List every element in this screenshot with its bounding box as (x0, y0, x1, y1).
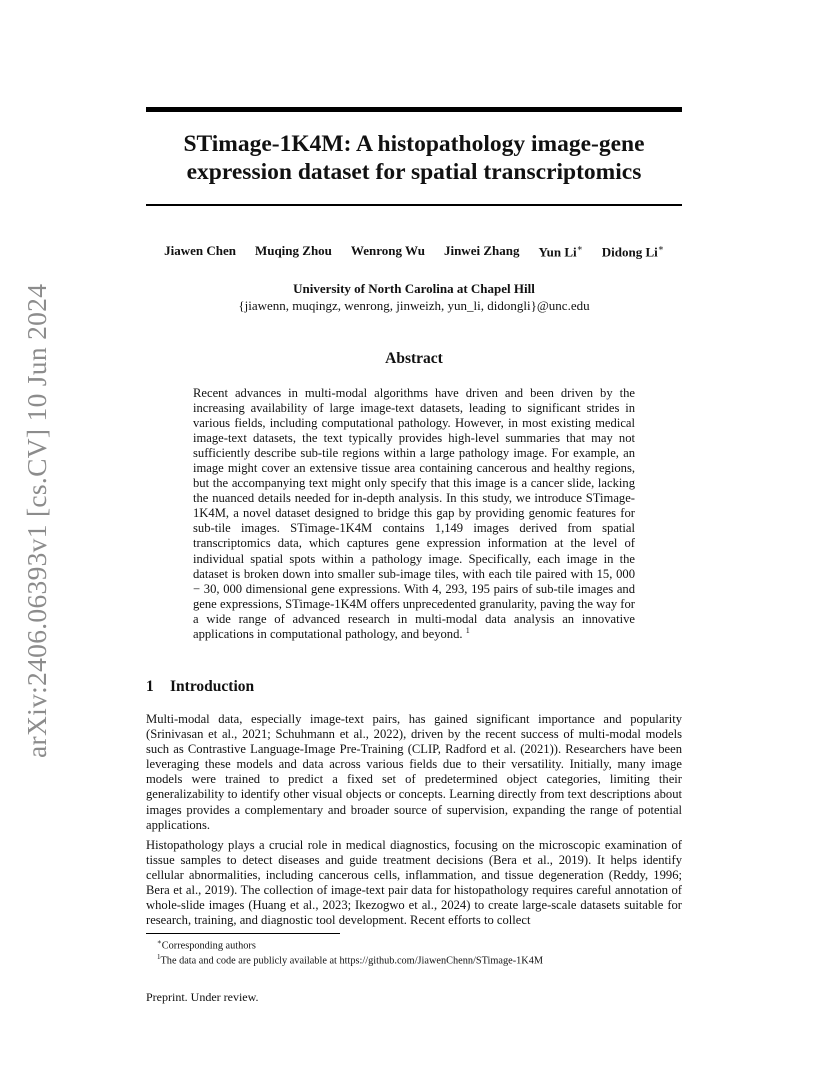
author (164, 243, 236, 260)
author-emails: {jiawenn, muqingz, wenrong, jinweizh, yun_li, didongli}@unc.edu (238, 298, 590, 313)
footnote-text: Corresponding authors (161, 940, 256, 952)
author-name: Jinwei Zhang (443, 243, 520, 258)
footnote-data-availability (157, 951, 543, 967)
section-number: 1 (146, 678, 154, 695)
title-bottom-rule (146, 204, 682, 206)
author (255, 243, 332, 260)
author (444, 243, 520, 260)
affiliation-block (146, 280, 682, 314)
abstract-body (193, 386, 635, 642)
title-line-2: expression dataset for spatial transcriptomics (186, 159, 642, 185)
footnote-marker: 1 (465, 625, 470, 635)
paper-title (146, 130, 682, 186)
author-name: Yun Li (538, 244, 577, 260)
author-name: Didong Li (601, 244, 658, 260)
footnote-mark: 1 (157, 953, 161, 961)
title-line-1: STimage-1K4M: A histopathology image-gene (183, 131, 645, 157)
footnote-mark: ∗ (157, 938, 162, 946)
author (602, 243, 664, 260)
footnote-corresponding (157, 936, 256, 952)
author (538, 243, 582, 260)
intro-paragraph-2: Histopathology plays a crucial role in medical diagnostics, focusing on the microscopic examination of tissue samples to detect diseases and guide treatment decisions (Bera et al., 2019). It helps identify cellular abnormalities, including cancerous cells, inflammation, and tissue degeneration (Reddy, 1996; Bera et al., 2019). The collection of image-text pair data for histopathology requires careful annotation of whole-slide images (Huang et al., 2023; Ikezogwo et al., 2024) to create large-scale datasets suitable for research, training, and diagnostic tool development. Recent efforts to collect (146, 838, 682, 928)
abstract-text: Recent advances in multi-modal algorithms have driven and been driven by the increasing availability of large image-text datasets, leading to significant strides in various fields, including computational pathology. However, in most existing medical image-text datasets, the text typically provides high-level summaries that may not sufficiently describe sub-tile regions within a large pathology image. For example, an image might cover an extensive tissue area containing cancerous and healthy regions, but the accompanying text might only specify that this image is a cancer slide, lacking the nuanced details needed for in-depth analysis. In this study, we introduce STimage-1K4M, a novel dataset designed to bridge this gap by providing genomic features for sub-tile images. STimage-1K4M contains 1,149 images derived from spatial transcriptomics data, which captures gene expression information at the level of individual spatial spots within a pathology image. Specifically, each image in the dataset is broken down into smaller sub-image tiles, with each tile paired with 15, 000 − 30, 000 dimensional gene expressions. With 4, 293, 195 pairs of sub-tile images and gene expressions, STimage-1K4M offers unprecedented granularity, paving the way for a wide range of advanced research in multi-modal data analysis an innovative applications in computational pathology, and beyond. (193, 386, 635, 641)
author (351, 243, 425, 260)
author-list (146, 243, 682, 260)
intro-paragraph-1: Multi-modal data, especially image-text pairs, has gained significant importance and popularity (Srinivasan et al., 2021; Schuhmann et al., 2022), driven by the recent success of multi-modal models such as Contrastive Language-Image Pre-Training (CLIP, Radford et al. (2021)). Researchers have been leveraging these models and data across various fields due to their versatility. Initially, many image models were trained to predict a fixed set of predetermined object categories, limiting their generalizability to identify other visual objects or concepts. Learning directly from text descriptions about images provides a complementary and broader source of supervision, expanding the range of potential applications. (146, 712, 682, 832)
footnote-rule (146, 933, 340, 934)
author-name: Wenrong Wu (350, 243, 425, 258)
corresponding-mark: ∗ (576, 243, 583, 253)
author-name: Jiawen Chen (164, 243, 236, 258)
preprint-note: Preprint. Under review. (146, 990, 259, 1004)
author-name: Muqing Zhou (254, 243, 332, 258)
corresponding-mark: ∗ (657, 243, 664, 253)
footnote-text: The data and code are publicly available at https://github.com/JiawenChenn/STimage-1K4M (160, 955, 544, 967)
title-top-rule (146, 107, 682, 112)
section-heading (146, 678, 254, 696)
arxiv-identifier: arXiv:2406.06393v1 [cs.CV] 10 Jun 2024 (21, 283, 52, 758)
affiliation: University of North Carolina at Chapel Hill (293, 281, 535, 296)
section-title: Introduction (170, 678, 255, 695)
abstract-heading: Abstract (385, 350, 443, 367)
